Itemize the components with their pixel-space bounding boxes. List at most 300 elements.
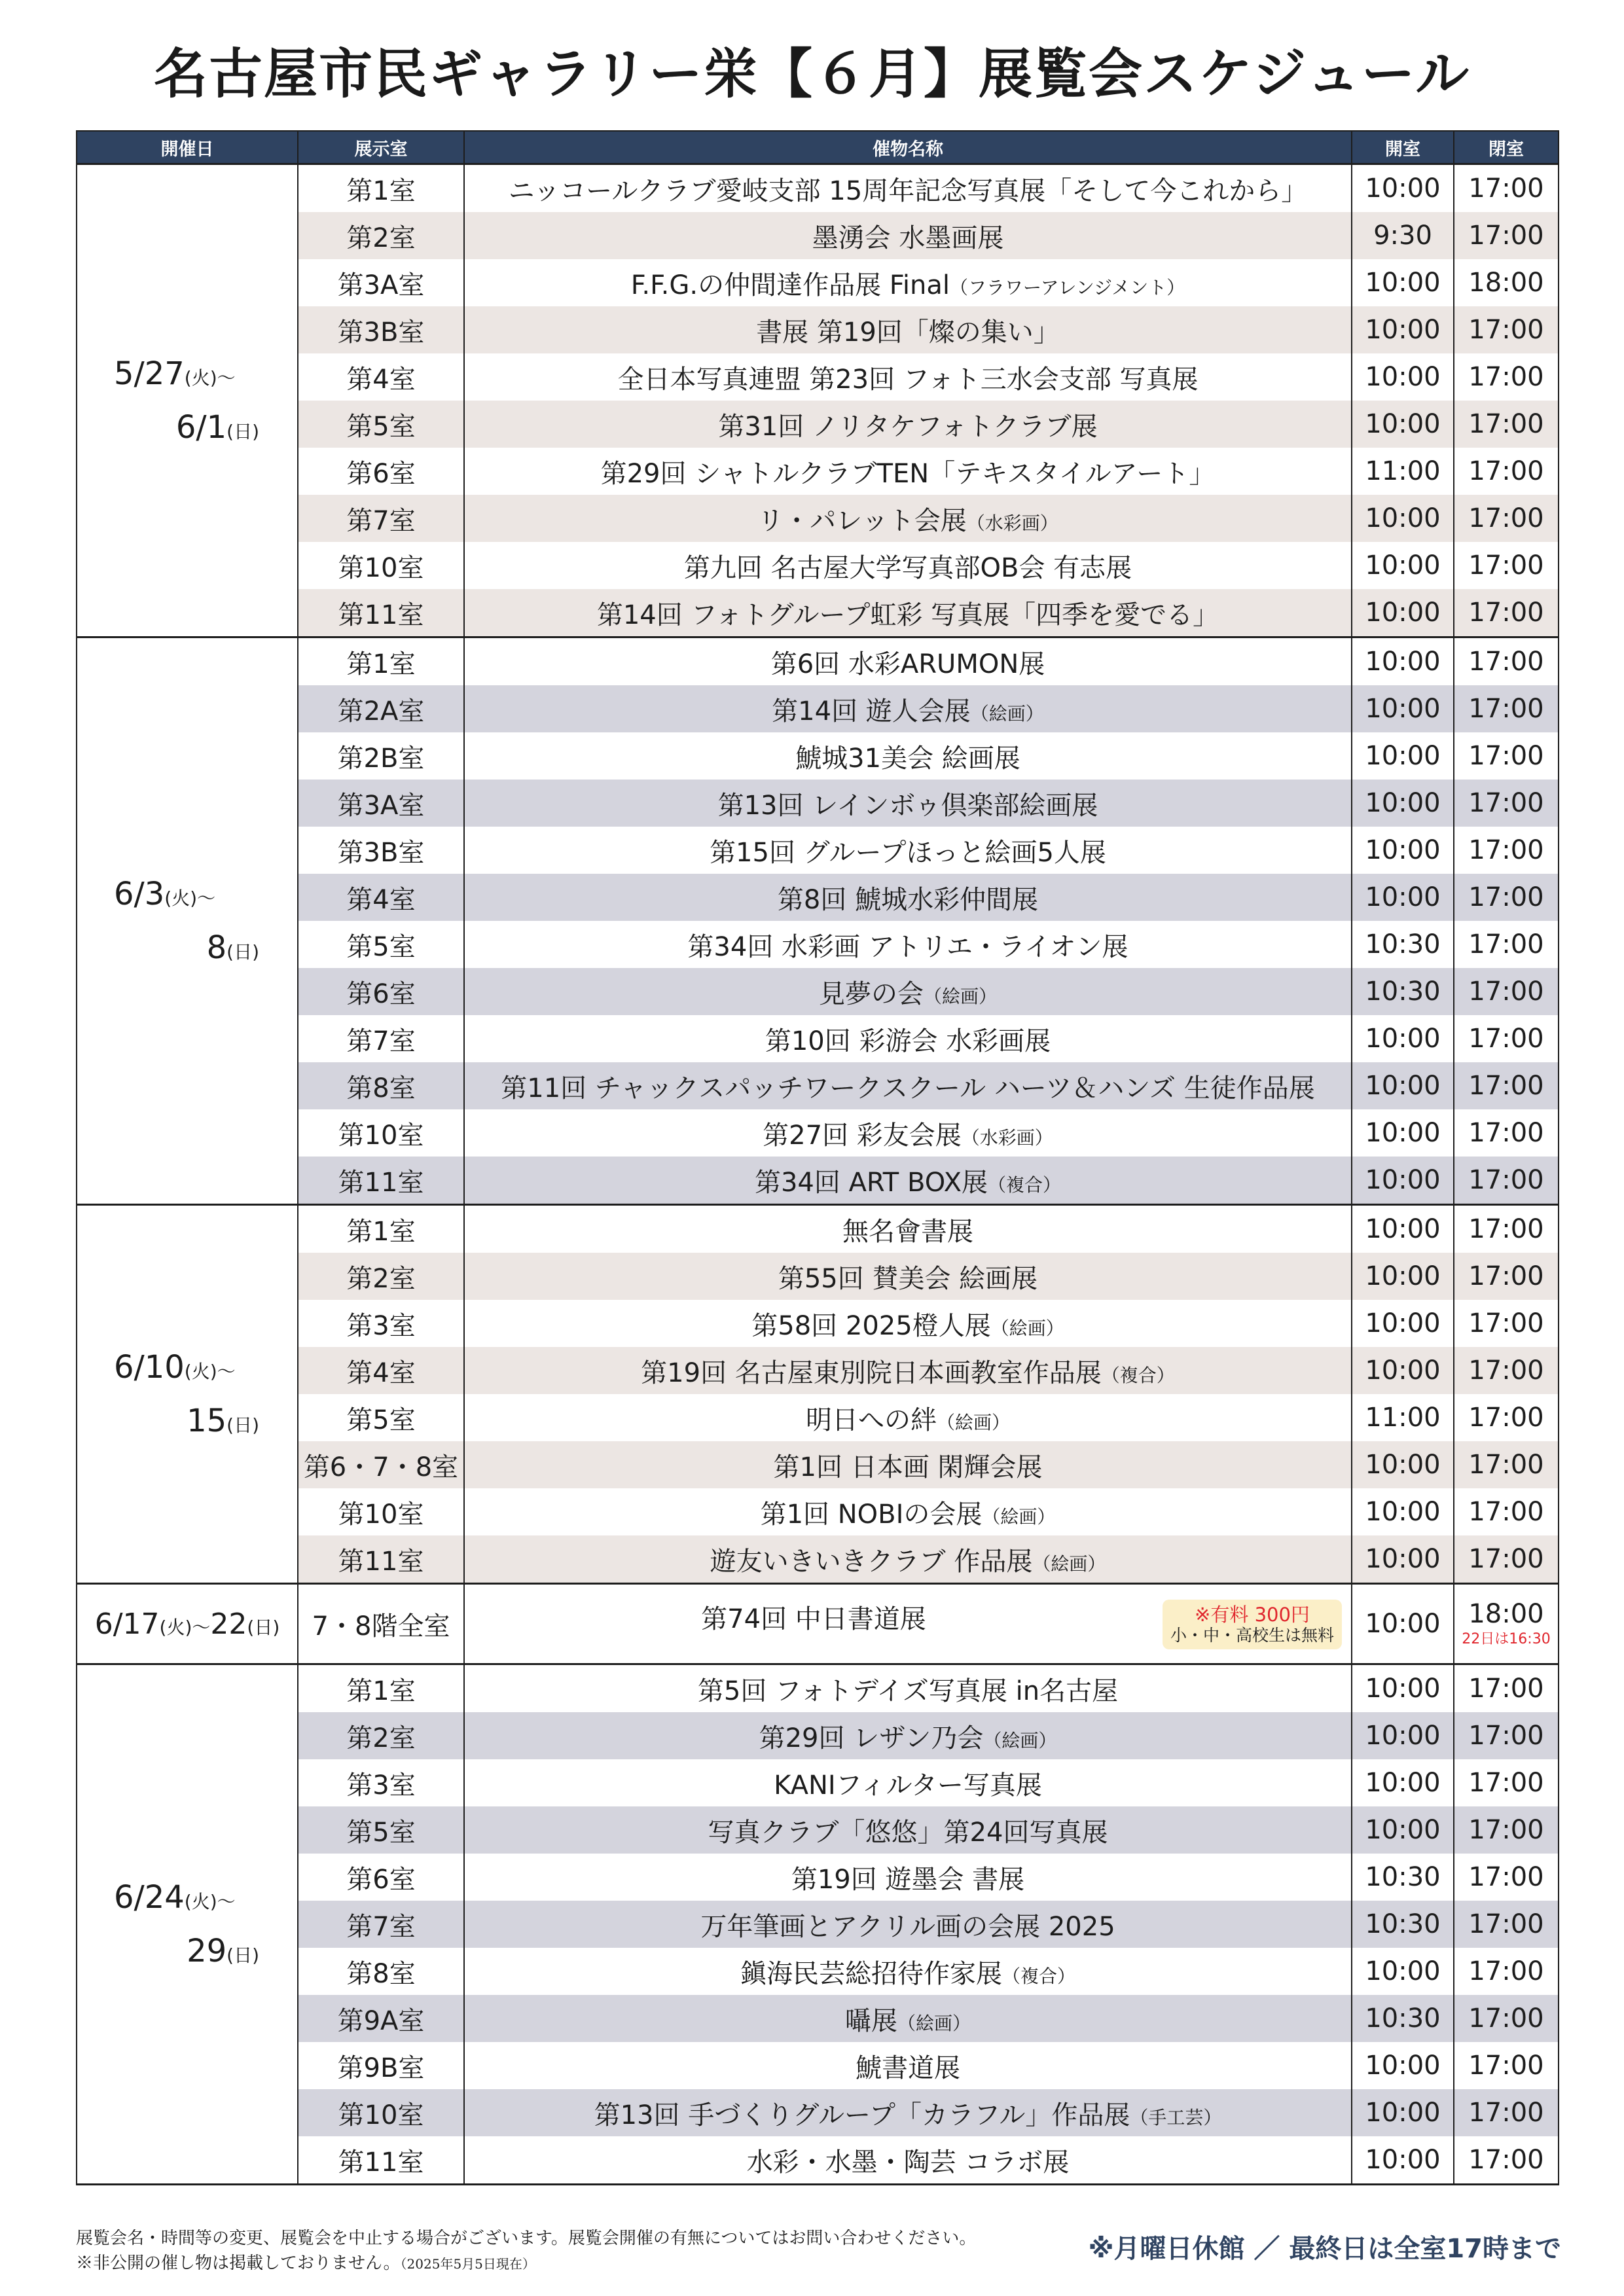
event-name: F.F.G.の仲間達作品展 Final [630, 270, 950, 300]
table-row [77, 1901, 1559, 1948]
schedule-body [77, 164, 1559, 2185]
event-name: 第5回 フォトデイズ写真展 in名古屋 [697, 1676, 1119, 1706]
event-name: 第58回 2025橙人展 [751, 1310, 991, 1341]
close-time-cell: 17:00 [1454, 637, 1559, 686]
event-name-cell [464, 827, 1352, 874]
table-row [77, 589, 1559, 637]
room-cell: 第2B室 [298, 732, 464, 780]
event-name: 鎭海民芸総招待作家展 [740, 1958, 1002, 1989]
table-row [77, 1712, 1559, 1759]
room-cell: 第1室 [298, 1205, 464, 1253]
table-row [77, 542, 1559, 589]
close-time: 18:00 [1468, 1599, 1544, 1629]
table-row [77, 1759, 1559, 1806]
room-cell: 7・8階全室 [298, 1584, 464, 1664]
event-name: 第11回 チャックスパッチワークスクール ハーツ＆ハンズ 生徒作品展 [501, 1073, 1315, 1103]
room-cell: 第2室 [298, 212, 464, 259]
table-row [77, 1948, 1559, 1995]
close-time-cell: 17:00 [1454, 1948, 1559, 1995]
date-start-day: (火)〜 [184, 367, 236, 389]
event-name: ニッコールクラブ愛岐支部 15周年記念写真展「そして今これから」 [508, 175, 1308, 206]
event-name-cell [464, 637, 1352, 686]
table-row [77, 827, 1559, 874]
room-cell: 第10室 [298, 1488, 464, 1535]
event-category-note: （絵画） [897, 2012, 971, 2034]
open-time-cell: 10:00 [1352, 2042, 1454, 2089]
fee-note: 小・中・高校生は無料 [1170, 1626, 1334, 1645]
table-row [77, 1157, 1559, 1205]
event-name: 第29回 シャトルクラブTEN「テキスタイルアート」 [600, 458, 1216, 489]
header-open-time: 開室 [1352, 131, 1454, 164]
open-time-cell: 10:00 [1352, 1664, 1454, 1713]
event-category-note: （複合） [1001, 1965, 1075, 1987]
event-name: 水彩・水墨・陶芸 コラボ展 [746, 2147, 1070, 2178]
open-time-cell: 10:00 [1352, 1759, 1454, 1806]
event-name: 全日本写真連盟 第23回 フォト三水会支部 写真展 [617, 364, 1199, 395]
close-time-cell: 17:00 [1454, 1015, 1559, 1062]
table-row [77, 448, 1559, 495]
room-cell: 第9B室 [298, 2042, 464, 2089]
open-time-cell: 10:00 [1352, 1535, 1454, 1584]
room-cell: 第11室 [298, 2136, 464, 2185]
date-end-value: 6/1 [175, 409, 227, 446]
event-name: 鯱城31美会 絵画展 [795, 743, 1020, 774]
event-name-cell [464, 1205, 1352, 1253]
event-category-note: （フラワーアレンジメント） [949, 276, 1185, 298]
event-name: 第13回 レインボゥ倶楽部絵画展 [717, 790, 1098, 821]
date-start-day: (火)〜 [184, 1891, 236, 1912]
event-name-cell [464, 2089, 1352, 2136]
open-time-cell: 10:00 [1352, 1488, 1454, 1535]
table-row [77, 1253, 1559, 1300]
event-name-cell [464, 589, 1352, 637]
close-time-cell: 17:00 [1454, 2136, 1559, 2185]
close-time-cell: 17:00 [1454, 780, 1559, 827]
event-name-cell [464, 1394, 1352, 1441]
date-range-cell [77, 164, 298, 637]
date-start-value: 6/3 [114, 876, 165, 912]
open-time-cell: 10:30 [1352, 1854, 1454, 1901]
close-time-cell: 17:00 [1454, 1394, 1559, 1441]
event-name-cell [464, 780, 1352, 827]
open-time-cell: 11:00 [1352, 1394, 1454, 1441]
open-time-cell: 10:00 [1352, 1015, 1454, 1062]
room-cell: 第1室 [298, 637, 464, 686]
room-cell: 第11室 [298, 1535, 464, 1584]
event-name-cell [464, 1584, 1352, 1664]
room-cell: 第5室 [298, 401, 464, 448]
event-name: 第31回 ノリタケフォトクラブ展 [718, 411, 1098, 442]
room-cell: 第9A室 [298, 1995, 464, 2042]
event-name-cell [464, 1664, 1352, 1713]
date-end-day: (日) [247, 1616, 280, 1638]
room-cell: 第6室 [298, 968, 464, 1015]
event-name-cell [464, 2042, 1352, 2089]
event-name-cell [464, 1854, 1352, 1901]
close-time-cell: 17:00 [1454, 1854, 1559, 1901]
room-cell: 第1室 [298, 164, 464, 213]
date-start-value: 6/10 [114, 1349, 185, 1386]
event-name: 鯱書道展 [856, 2053, 960, 2083]
date-end [77, 409, 297, 446]
date-range-cell [77, 1584, 298, 1664]
room-cell: 第7室 [298, 1015, 464, 1062]
room-cell: 第3B室 [298, 306, 464, 353]
table-row [77, 1015, 1559, 1062]
event-name-cell [464, 685, 1352, 732]
date-start-value: 6/24 [114, 1879, 185, 1916]
table-row [77, 1806, 1559, 1854]
table-row [77, 921, 1559, 968]
open-time-cell: 10:00 [1352, 589, 1454, 637]
open-time-cell: 10:30 [1352, 1995, 1454, 2042]
table-row [77, 306, 1559, 353]
event-category-note: （水彩画） [961, 1126, 1053, 1149]
table-row [77, 259, 1559, 306]
event-name-cell [464, 164, 1352, 213]
event-name-cell [464, 1300, 1352, 1347]
event-name: 第55回 賛美会 絵画展 [778, 1263, 1038, 1294]
date-start [77, 1879, 297, 1916]
room-cell: 第2室 [298, 1253, 464, 1300]
open-time-cell: 10:00 [1352, 2136, 1454, 2185]
event-name: 第19回 名古屋東別院日本画教室作品展 [641, 1357, 1102, 1388]
table-row [77, 1347, 1559, 1394]
event-name-cell [464, 448, 1352, 495]
date-end-day: (日) [226, 1414, 259, 1436]
room-cell: 第7室 [298, 1901, 464, 1948]
event-name-cell [464, 401, 1352, 448]
table-row [77, 401, 1559, 448]
event-category-note: （絵画） [982, 1505, 1056, 1528]
date-start-day: (火)〜 [184, 1361, 236, 1382]
table-header-row [77, 131, 1559, 164]
room-cell: 第7室 [298, 495, 464, 542]
open-time-cell: 10:30 [1352, 1901, 1454, 1948]
room-cell: 第3A室 [298, 780, 464, 827]
table-row [77, 732, 1559, 780]
close-time-cell: 17:00 [1454, 401, 1559, 448]
open-time-cell: 10:30 [1352, 968, 1454, 1015]
date-start-value: 5/27 [114, 355, 185, 392]
table-row [77, 1441, 1559, 1488]
event-category-note: （絵画） [983, 1729, 1057, 1751]
close-time-cell: 17:00 [1454, 874, 1559, 921]
date-end-value: 15 [187, 1403, 227, 1439]
event-name-cell [464, 1347, 1352, 1394]
room-cell: 第11室 [298, 1157, 464, 1205]
table-row [77, 2042, 1559, 2089]
close-time-cell: 17:00 [1454, 732, 1559, 780]
date-end [77, 1935, 297, 1967]
open-time-cell: 10:00 [1352, 1253, 1454, 1300]
event-name: 第34回 ART BOX展 [754, 1167, 988, 1198]
close-time-cell: 18:00 [1454, 259, 1559, 306]
table-row [77, 780, 1559, 827]
open-time-cell: 10:00 [1352, 495, 1454, 542]
event-name: 第10回 彩游会 水彩画展 [765, 1026, 1051, 1056]
table-row [77, 968, 1559, 1015]
event-name-cell [464, 874, 1352, 921]
event-name: 第27回 彩友会展 [763, 1120, 962, 1151]
table-row [77, 2136, 1559, 2185]
event-name: 第15回 グループほっと絵画5人展 [710, 837, 1106, 868]
event-name-cell [464, 2136, 1352, 2185]
open-time-cell: 10:00 [1352, 2089, 1454, 2136]
room-cell: 第10室 [298, 1109, 464, 1157]
date-end-value: 8 [206, 929, 227, 966]
table-row [77, 1854, 1559, 1901]
room-cell: 第11室 [298, 589, 464, 637]
date-end-day: (日) [226, 1945, 259, 1966]
open-time-cell: 10:00 [1352, 1347, 1454, 1394]
date-range-cell [77, 637, 298, 1205]
event-name-cell [464, 212, 1352, 259]
open-time-cell: 10:00 [1352, 353, 1454, 401]
close-time-cell: 17:00 [1454, 1109, 1559, 1157]
room-cell: 第8室 [298, 1062, 464, 1109]
close-time-cell: 17:00 [1454, 164, 1559, 213]
open-time-cell: 10:00 [1352, 306, 1454, 353]
date-end-value: 22 [210, 1607, 247, 1641]
table-row [77, 1995, 1559, 2042]
open-time-cell: 10:00 [1352, 1948, 1454, 1995]
open-time-cell: 10:00 [1352, 732, 1454, 780]
room-cell: 第2室 [298, 1712, 464, 1759]
event-category-note: （絵画） [936, 1411, 1010, 1433]
close-time-cell: 17:00 [1454, 1062, 1559, 1109]
table-row [77, 212, 1559, 259]
room-cell: 第5室 [298, 921, 464, 968]
room-cell: 第2A室 [298, 685, 464, 732]
close-time-cell [1454, 1584, 1559, 1664]
room-cell: 第5室 [298, 1394, 464, 1441]
close-time-cell: 17:00 [1454, 542, 1559, 589]
open-time-cell: 10:00 [1352, 780, 1454, 827]
event-name: 第6回 水彩ARUMON展 [770, 649, 1045, 679]
event-name-cell [464, 1062, 1352, 1109]
footer-line-1: 展覧会名・時間等の変更、展覧会を中止する場合がございます。展覧会開催の有無についてはお問い合わせください。 [76, 2229, 977, 2248]
event-name-cell [464, 495, 1352, 542]
event-name: 明日への絆 [805, 1405, 937, 1435]
room-cell: 第4室 [298, 353, 464, 401]
close-time-cell: 17:00 [1454, 968, 1559, 1015]
room-cell: 第10室 [298, 2089, 464, 2136]
close-time-cell: 17:00 [1454, 1759, 1559, 1806]
event-name-cell [464, 1901, 1352, 1948]
event-name-cell [464, 1806, 1352, 1854]
close-time-cell: 17:00 [1454, 1157, 1559, 1205]
close-time-note: 22日は16:30 [1462, 1631, 1551, 1647]
event-name-cell [464, 353, 1352, 401]
close-time-cell: 17:00 [1454, 1253, 1559, 1300]
date-end [77, 1405, 297, 1437]
header-room: 展示室 [298, 131, 464, 164]
event-name-cell [464, 306, 1352, 353]
event-name-cell [464, 1253, 1352, 1300]
table-row [77, 1664, 1559, 1713]
room-cell: 第8室 [298, 1948, 464, 1995]
header-event-name: 催物名称 [464, 131, 1352, 164]
room-cell: 第3室 [298, 1300, 464, 1347]
table-row [77, 874, 1559, 921]
table-row [77, 1062, 1559, 1109]
event-name-cell [464, 259, 1352, 306]
close-time-cell: 17:00 [1454, 1300, 1559, 1347]
close-time-cell: 17:00 [1454, 1806, 1559, 1854]
footer-line-2 [76, 2251, 976, 2276]
event-name: 第8回 鯱城水彩仲間展 [777, 884, 1039, 915]
event-category-note: （手工芸） [1130, 2106, 1222, 2128]
close-time-cell: 17:00 [1454, 2042, 1559, 2089]
event-name: 第29回 レザン乃会 [759, 1723, 984, 1753]
event-name-cell [464, 732, 1352, 780]
event-name-cell [464, 1109, 1352, 1157]
close-time-cell: 17:00 [1454, 921, 1559, 968]
event-name-cell [464, 1488, 1352, 1535]
event-name-cell [464, 542, 1352, 589]
event-name: 第14回 遊人会展 [772, 696, 971, 726]
room-cell: 第3B室 [298, 827, 464, 874]
close-time-cell: 17:00 [1454, 1901, 1559, 1948]
open-time-cell: 10:00 [1352, 542, 1454, 589]
open-time-cell: 10:00 [1352, 1712, 1454, 1759]
schedule-table [76, 130, 1559, 2185]
open-time-cell: 10:00 [1352, 1157, 1454, 1205]
event-name-cell [464, 1157, 1352, 1205]
event-category-note: （絵画） [923, 985, 997, 1007]
open-time-cell: 10:00 [1352, 1062, 1454, 1109]
event-name-cell [464, 1948, 1352, 1995]
open-time-cell: 10:00 [1352, 1806, 1454, 1854]
date-range-cell [77, 1664, 298, 2185]
open-time-cell: 10:00 [1352, 259, 1454, 306]
table-row [77, 1109, 1559, 1157]
room-cell: 第1室 [298, 1664, 464, 1713]
table-row [77, 685, 1559, 732]
date-start [77, 878, 297, 910]
event-category-note: （絵画） [1032, 1552, 1106, 1575]
event-name-cell [464, 1712, 1352, 1759]
date-start-day: (火)〜 [159, 1616, 211, 1638]
close-time-cell: 17:00 [1454, 495, 1559, 542]
open-time-cell: 10:00 [1352, 1205, 1454, 1253]
event-name: 第1回 日本画 閑輝会展 [773, 1452, 1043, 1482]
event-name-cell [464, 921, 1352, 968]
event-name-cell [464, 1995, 1352, 2042]
close-time-cell: 17:00 [1454, 1347, 1559, 1394]
room-cell: 第5室 [298, 1806, 464, 1854]
open-time-cell: 10:00 [1352, 1300, 1454, 1347]
date-start [77, 1349, 297, 1386]
close-time-cell: 17:00 [1454, 685, 1559, 732]
table-row [77, 1205, 1559, 1253]
header-date: 開催日 [77, 131, 298, 164]
close-time-cell: 17:00 [1454, 2089, 1559, 2136]
open-time-cell: 10:00 [1352, 1584, 1454, 1664]
event-category-note: （複合） [1101, 1364, 1175, 1386]
table-row [77, 353, 1559, 401]
room-cell: 第3室 [298, 1759, 464, 1806]
event-name: 第34回 水彩画 アトリエ・ライオン展 [687, 931, 1128, 962]
event-name: 無名會書展 [842, 1216, 973, 1247]
event-name-cell [464, 1535, 1352, 1584]
room-cell: 第6室 [298, 448, 464, 495]
close-time-cell: 17:00 [1454, 353, 1559, 401]
table-row [77, 164, 1559, 213]
table-row [77, 1584, 1559, 1664]
event-name-cell [464, 968, 1352, 1015]
event-category-note: （複合） [988, 1174, 1062, 1196]
close-time-cell: 17:00 [1454, 306, 1559, 353]
event-name-cell [464, 1759, 1352, 1806]
table-row [77, 1535, 1559, 1584]
room-cell: 第4室 [298, 874, 464, 921]
event-name: 写真クラブ「悠悠」第24回写真展 [708, 1817, 1108, 1848]
event-name: 書展 第19回「燦の集い」 [756, 317, 1060, 348]
close-time-cell: 17:00 [1454, 1535, 1559, 1584]
event-category-note: （水彩画） [966, 512, 1058, 534]
footer-line-2-text: ※非公開の催し物は掲載しておりません。 [76, 2253, 401, 2273]
close-time-cell: 17:00 [1454, 1441, 1559, 1488]
table-row [77, 1300, 1559, 1347]
room-cell: 第10室 [298, 542, 464, 589]
close-time-cell: 17:00 [1454, 589, 1559, 637]
event-name: 第74回 中日書道展 [701, 1604, 926, 1634]
header-close-time: 閉室 [1454, 131, 1559, 164]
close-time-cell: 17:00 [1454, 1205, 1559, 1253]
event-name: 遊友いきいきクラブ 作品展 [710, 1546, 1033, 1577]
fee-badge [1163, 1600, 1342, 1650]
open-time-cell: 10:30 [1352, 921, 1454, 968]
table-row [77, 495, 1559, 542]
open-time-cell: 10:00 [1352, 637, 1454, 686]
event-name: 第14回 フォトグループ虹彩 写真展「四季を愛でる」 [596, 600, 1219, 630]
close-time-cell: 17:00 [1454, 827, 1559, 874]
closing-notice: ※月曜日休館 ／ 最終日は全室17時まで [1088, 2234, 1561, 2264]
close-time-cell: 17:00 [1454, 448, 1559, 495]
open-time-cell: 9:30 [1352, 212, 1454, 259]
page-title: 名古屋市民ギャラリー栄【６月】展覧会スケジュール [153, 43, 1471, 105]
open-time-cell: 10:00 [1352, 164, 1454, 213]
footer-notes [76, 2227, 976, 2276]
open-time-cell: 10:00 [1352, 401, 1454, 448]
open-time-cell: 10:00 [1352, 827, 1454, 874]
room-cell: 第6・7・8室 [298, 1441, 464, 1488]
event-name: KANIフィルター写真展 [774, 1770, 1042, 1801]
close-time-cell: 17:00 [1454, 1712, 1559, 1759]
open-time-cell: 11:00 [1352, 448, 1454, 495]
event-name-cell [464, 1441, 1352, 1488]
event-category-note: （絵画） [970, 702, 1044, 725]
date-end-value: 29 [187, 1933, 227, 1969]
event-name: リ・パレット会展 [757, 505, 967, 536]
table-row [77, 2089, 1559, 2136]
close-time-cell: 17:00 [1454, 212, 1559, 259]
date-end-day: (日) [226, 421, 259, 442]
date-start-value: 6/17 [94, 1607, 160, 1641]
close-time-cell: 17:00 [1454, 1995, 1559, 2042]
room-cell: 第6室 [298, 1854, 464, 1901]
event-name: 見夢の会 [818, 978, 924, 1009]
event-name: 第1回 NOBIの会展 [760, 1499, 983, 1530]
event-category-note: （絵画） [990, 1317, 1064, 1339]
date-range-cell [77, 1205, 298, 1584]
open-time-cell: 10:00 [1352, 685, 1454, 732]
open-time-cell: 10:00 [1352, 874, 1454, 921]
fee-label: ※有料 300円 [1195, 1603, 1310, 1626]
event-name: 第19回 遊墨会 書展 [791, 1864, 1025, 1895]
